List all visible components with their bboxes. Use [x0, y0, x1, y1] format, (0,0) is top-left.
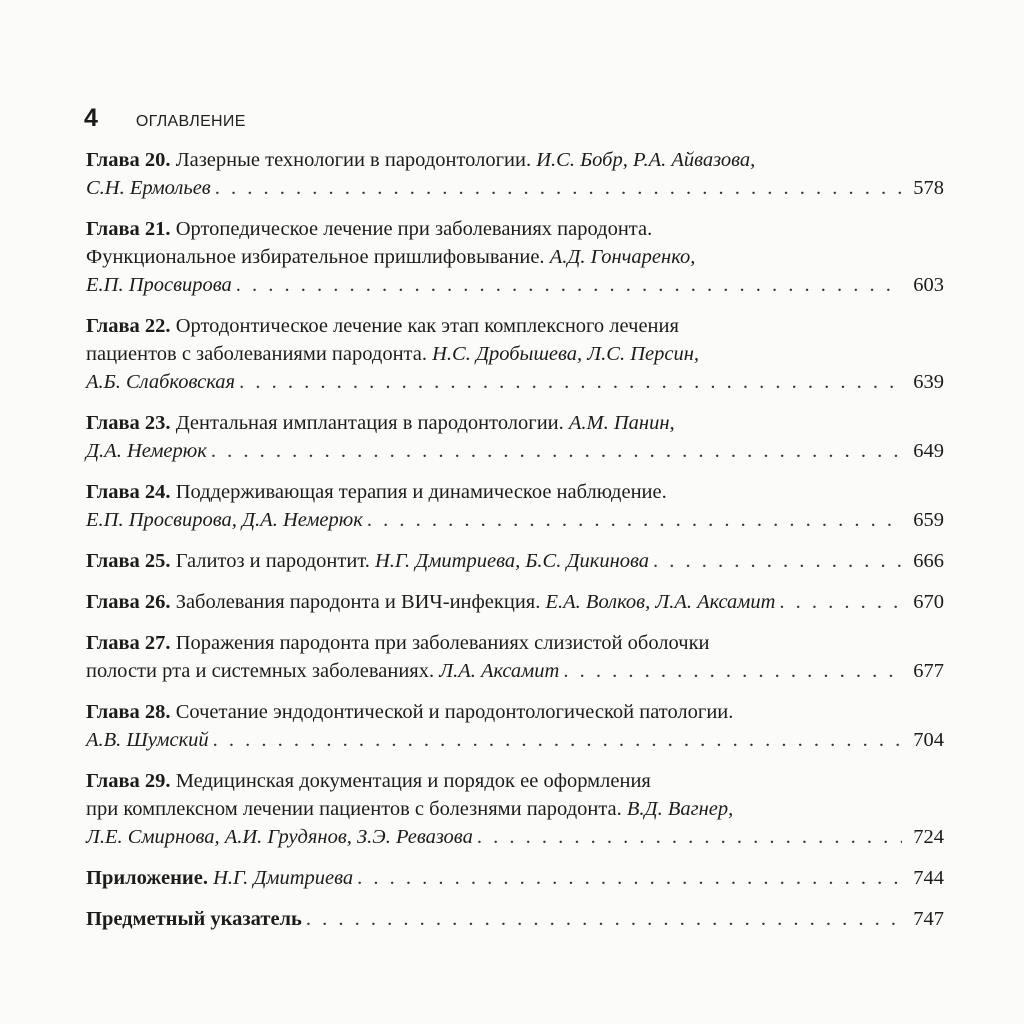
chapter-authors: Н.Г. Дмитриева: [213, 867, 354, 889]
chapter-title: Лазерные технологии в пародонтологии.: [175, 149, 532, 171]
toc-entry-text: [86, 726, 209, 754]
toc-entry-last-line: [86, 726, 944, 754]
chapter-label: Глава 26.: [86, 591, 171, 613]
toc-entry-text: [86, 588, 775, 616]
toc-entry: [86, 478, 944, 534]
chapter-title: Ортодонтическое лечение как этап комплексного лечения: [175, 315, 679, 337]
page-ref: 639: [913, 371, 944, 393]
page-ref: 677: [913, 660, 944, 682]
page-number: 4: [84, 104, 98, 132]
dot-leader: [563, 657, 902, 685]
page-ref: 747: [913, 908, 944, 930]
toc-entry-line: [86, 629, 944, 657]
dot-leader: [367, 506, 902, 534]
toc-entry-line: [86, 698, 944, 726]
toc-entry-text: [86, 437, 207, 465]
toc-entry: [86, 146, 944, 202]
toc-entry-last-line: [86, 174, 944, 202]
toc-entry-text: [86, 547, 649, 575]
chapter-title: при комплексном лечении пациентов с болезнями пародонта.: [86, 798, 622, 820]
chapter-authors: Н.Г. Дмитриева, Б.С. Дикинова: [375, 550, 650, 572]
dot-leader: [653, 547, 902, 575]
toc-entry: [86, 905, 944, 933]
dot-leader: [306, 905, 902, 933]
chapter-label: Глава 24.: [86, 481, 171, 503]
toc-entry-last-line: [86, 437, 944, 465]
dot-leader: [215, 174, 902, 202]
toc-entry-last-line: [86, 864, 944, 892]
chapter-label: Предметный указатель: [86, 908, 302, 930]
chapter-authors: Н.С. Дробышева, Л.С. Персин,: [432, 343, 700, 365]
chapter-label: Глава 23.: [86, 412, 171, 434]
toc-entry-last-line: [86, 271, 944, 299]
toc-entry-last-line: [86, 506, 944, 534]
toc-entry-text: [86, 368, 235, 396]
chapter-label: Приложение.: [86, 867, 208, 889]
chapter-title: пациентов с заболеваниями пародонта.: [86, 343, 427, 365]
chapter-authors: Л.Е. Смирнова, А.И. Грудянов, З.Э. Ревазова: [86, 826, 473, 848]
toc-entry: [86, 312, 944, 396]
toc-entry-last-line: [86, 905, 944, 933]
toc-entry-line: [86, 767, 944, 795]
toc-entry: [86, 629, 944, 685]
chapter-authors: А.В. Шумский: [86, 729, 209, 751]
toc-entry: [86, 547, 944, 575]
page-ref: 744: [913, 867, 944, 889]
chapter-label: Глава 25.: [86, 550, 171, 572]
running-title: ОГЛАВЛЕНИЕ: [135, 113, 246, 130]
chapter-title: полости рта и системных заболеваниях.: [86, 660, 435, 682]
chapter-authors: И.С. Бобр, Р.А. Айвазова,: [536, 149, 756, 171]
toc-entry-line: [86, 243, 944, 271]
chapter-authors: Л.А. Аксамит: [439, 660, 560, 682]
toc-entry-text: [86, 864, 353, 892]
toc-entry-text: [86, 174, 211, 202]
toc-entry-text: [86, 823, 473, 851]
dot-leader: [239, 368, 902, 396]
dot-leader: [477, 823, 902, 851]
page-ref: 704: [913, 729, 944, 751]
toc-entry: [86, 698, 944, 754]
chapter-title: Поддерживающая терапия и динамическое наблюдение.: [175, 481, 667, 503]
toc-entry-text: [86, 905, 302, 933]
table-of-contents: [86, 146, 944, 946]
toc-entry-last-line: [86, 588, 944, 616]
toc-entry-last-line: [86, 657, 944, 685]
page-ref: 578: [913, 177, 944, 199]
chapter-authors: Д.А. Немерюк: [86, 440, 207, 462]
toc-entry-line: [86, 478, 944, 506]
chapter-authors: Е.П. Просвирова: [86, 274, 232, 296]
toc-entry-line: [86, 340, 944, 368]
dot-leader: [357, 864, 902, 892]
page-ref: 649: [913, 440, 944, 462]
chapter-authors: С.Н. Ермольев: [86, 177, 211, 199]
chapter-authors: Е.А. Волков, Л.А. Аксамит: [545, 591, 776, 613]
dot-leader: [211, 437, 902, 465]
toc-entry-text: [86, 271, 232, 299]
chapter-title: Заболевания пародонта и ВИЧ-инфекция.: [175, 591, 541, 613]
chapter-title: Медицинская документация и порядок ее оформления: [175, 770, 651, 792]
toc-entry-last-line: [86, 823, 944, 851]
toc-entry-text: [86, 506, 363, 534]
toc-entry: [86, 864, 944, 892]
chapter-title: Дентальная имплантация в пародонтологии.: [175, 412, 564, 434]
chapter-authors: А.Д. Гончаренко,: [549, 246, 696, 268]
chapter-title: Поражения пародонта при заболеваниях слизистой оболочки: [175, 632, 710, 654]
chapter-authors: А.М. Панин,: [568, 412, 675, 434]
page-ref: 603: [913, 274, 944, 296]
chapter-label: Глава 22.: [86, 315, 171, 337]
toc-entry-last-line: [86, 547, 944, 575]
chapter-title: Функциональное избирательное пришлифовывание.: [86, 246, 545, 268]
dot-leader: [779, 588, 902, 616]
page-ref: 659: [913, 509, 944, 531]
toc-entry: [86, 588, 944, 616]
dot-leader: [236, 271, 902, 299]
page-header: [84, 104, 246, 133]
page-ref: 724: [913, 826, 944, 848]
chapter-authors: А.Б. Слабковская: [86, 371, 236, 393]
chapter-label: Глава 27.: [86, 632, 171, 654]
toc-entry-text: [86, 657, 559, 685]
page-ref: 666: [913, 550, 944, 572]
toc-entry-line: [86, 215, 944, 243]
toc-entry-last-line: [86, 368, 944, 396]
toc-entry: [86, 767, 944, 851]
toc-entry: [86, 409, 944, 465]
chapter-label: Глава 29.: [86, 770, 171, 792]
page-ref: 670: [913, 591, 944, 613]
chapter-title: Сочетание эндодонтической и пародонтологической патологии.: [175, 701, 734, 723]
toc-entry-line: [86, 146, 944, 174]
toc-entry: [86, 215, 944, 299]
dot-leader: [213, 726, 902, 754]
chapter-authors: В.Д. Вагнер,: [626, 798, 734, 820]
toc-entry-line: [86, 795, 944, 823]
chapter-label: Глава 20.: [86, 149, 171, 171]
chapter-title: Галитоз и пародонтит.: [175, 550, 370, 572]
toc-entry-line: [86, 312, 944, 340]
chapter-authors: Е.П. Просвирова, Д.А. Немерюк: [86, 509, 363, 531]
chapter-label: Глава 21.: [86, 218, 171, 240]
chapter-title: Ортопедическое лечение при заболеваниях пародонта.: [175, 218, 653, 240]
toc-entry-line: [86, 409, 944, 437]
chapter-label: Глава 28.: [86, 701, 171, 723]
